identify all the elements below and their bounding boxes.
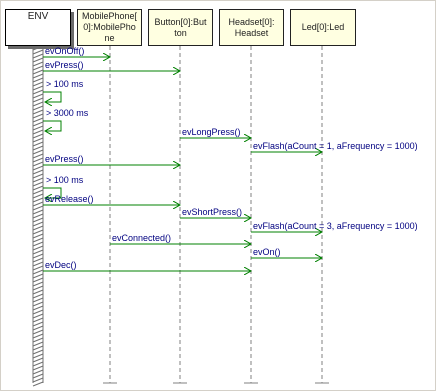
lifeline-header-led[interactable]: Led[0]:Led [290, 9, 356, 46]
message-label: evShortPress() [182, 207, 243, 217]
message-label: evLongPress() [182, 127, 241, 137]
message-label: evConnected() [112, 233, 172, 243]
message-label: evRelease() [45, 194, 94, 204]
message-label: evPress() [45, 60, 84, 70]
message-label: evOn() [253, 247, 281, 257]
lifeline-header-mobile[interactable]: MobilePhone[ 0]:MobilePho ne [77, 9, 142, 46]
message-label: evFlash(aCount = 3, aFrequency = 1000) [253, 221, 418, 231]
timeout-loop [43, 121, 61, 131]
env-lifeline-band [33, 46, 43, 386]
message-label: evOnOff() [45, 46, 85, 56]
timeout-loop [43, 92, 61, 102]
timeout-label: > 100 ms [46, 175, 84, 185]
lifeline-header-env[interactable]: ENV [5, 9, 71, 46]
message-label: evFlash(aCount = 1, aFrequency = 1000) [253, 141, 418, 151]
timeout-label: > 3000 ms [46, 108, 89, 118]
message-label: evDec() [45, 260, 77, 270]
lifeline-header-button[interactable]: Button[0]:But ton [148, 9, 213, 46]
timeout-label: > 100 ms [46, 79, 84, 89]
lifeline-header-headset[interactable]: Headset[0]: Headset [219, 9, 284, 46]
message-label: evPress() [45, 154, 84, 164]
